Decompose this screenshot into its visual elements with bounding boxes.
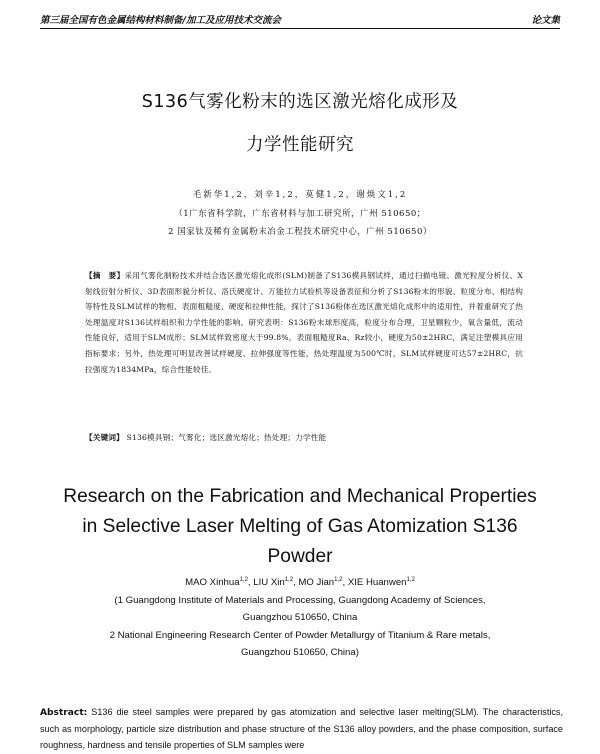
en-author-2-sup: 1,2 (284, 577, 294, 583)
en-title (20, 482, 580, 572)
en-author-4: XIE Huanwen (347, 577, 407, 588)
en-author-1-sup: 1,2 (239, 577, 248, 583)
en-affiliation-line-3: 2 National Engineering Research Center of Powder Metallurgy of Titanium & Rare metals, (109, 630, 491, 641)
en-author-2: LIU Xin (253, 577, 285, 588)
en-author-3-sup: 1,2 (334, 577, 343, 583)
cn-abstract-label: 【摘 要】 (85, 271, 125, 280)
en-author-3: MO Jian (298, 577, 335, 588)
header-conference-title: 第三届全国有色金属结构材料制备/加工及应用技术交流会 (40, 15, 281, 26)
header-section-label: 论文集 (531, 15, 560, 26)
en-authors: MAO Xinhua$^{1,2}$, LIU Xin$^{1,2}$, MO Jian$^{1,2}$, XIE Huanwen$^{1,2}$ (185, 577, 415, 588)
en-affiliation-line-1: (1 Guangdong Institute of Materials and Processing, Guangdong Academy of Sciences, (114, 595, 486, 606)
cn-title-line-2: 力学性能研究 (246, 135, 354, 155)
en-author-4-sup: 1,2 (406, 577, 415, 583)
cn-keywords-label: 【关键词】 (85, 433, 124, 442)
en-abstract (40, 704, 563, 754)
en-abstract-label: Abstract: (40, 708, 88, 718)
en-affiliation-line-4: Guangzhou 510650, China) (241, 647, 359, 658)
en-author-1: MAO Xinhua (185, 577, 240, 588)
en-title-line-3: Powder (267, 546, 333, 567)
cn-title-line-1: S136气雾化粉末的选区激光熔化成形及 (141, 92, 459, 112)
cn-affiliation-line-1: （1广东省科学院，广东省材料与加工研究所，广州 510650； (174, 209, 426, 219)
en-title-line-2: in Selective Laser Melting of Gas Atomization S136 (82, 516, 518, 537)
cn-authors: 毛新华1,2，刘辛1,2，莫健1,2，谢焕文1,2 (192, 190, 408, 200)
en-affiliation-line-2: Guangzhou 510650, China (242, 612, 358, 623)
cn-affiliation-line-2: 2 国家钛及稀有金属粉末冶金工程技术研究中心，广州 510650） (168, 227, 432, 237)
cn-keywords-text: S136模具钢；气雾化；选区激光熔化；热处理；力学性能 (126, 433, 327, 442)
cn-abstract (85, 268, 523, 377)
en-abstract-text: S136 die steel samples were prepared by gas atomization and selective laser melting(SLM). The characteristics, such as morphology, particle size distribution and phase structure of the S136 alloy powders, and the phase composition, surface roughness, hardness and tensile properties of SLM samples were (40, 707, 563, 751)
cn-abstract-text: 采用气雾化制粉技术并结合选区激光熔化成形(SLM)制备了S136模具钢试样，通过扫描电镜、激光粒度分析仪、X射线衍射分析仪、3D表面形貌分析仪、洛氏硬度计、万能拉力试验机等设备表征和分析了S136粉末的形貌、粒度分布、相结构等特性及SLM试样的物相、表面粗糙度、硬度和拉伸性能，探讨了S136粉体在选区激光熔化成形中的适用性，并着重研究了热处理温度对S136试样组织和力学性能的影响。研究表明：S136粉末球形度高，粒度分布合理，卫星颗粒少，氧含量低，流动性能良好，适用于SLM成形；SLM试样致密度大于99.8%，表面粗糙度Ra、Rz较小，硬度为50±2HRC，满足注塑模具应用指标要求；另外，热处理可明显改善试样硬度、拉伸强度等性能，热处理温度为500℃时，SLM试样硬度可达57±2HRC，抗拉强度为1834MPa，综合性能较佳。 (85, 271, 524, 374)
cn-keywords (85, 432, 523, 443)
en-title-line-1: Research on the Fabrication and Mechanical Properties (63, 486, 537, 507)
header-rule (40, 28, 560, 29)
running-header (40, 10, 560, 28)
